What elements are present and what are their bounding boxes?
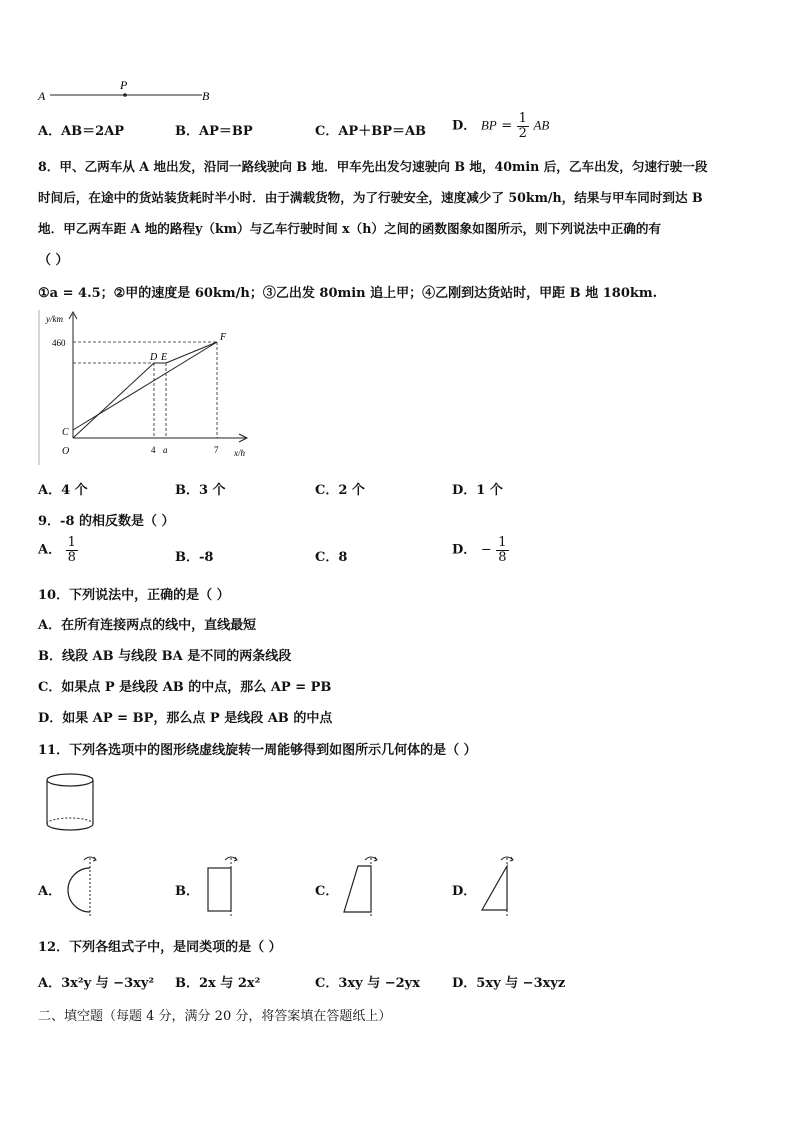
point-f-label: F [220,332,227,343]
x-tick-a: a [163,445,168,455]
q8-stem-line4: （ ） [38,253,69,268]
origin-label: O [62,446,70,457]
q8-stem-line3: 地．甲乙两车距 A 地的路程y（km）与乙车行驶时间 x（h）之间的函数图象如图所示，则下列说法中正确的有 [38,221,662,236]
point-a-label: A [38,89,46,103]
q10-stem: 10．下列说法中，正确的是（ ） [38,588,230,603]
x-axis-label: x/h [234,448,245,458]
q7-option-b[interactable]: B．AP＝BP [175,124,253,139]
q11-option-a-label[interactable]: A． [38,884,62,899]
q8-statements: ①a = 4.5；②甲的速度是 60km/h；③乙出发 80min 追上甲；④乙刚到达货站时，甲距 B 地 180km. [38,286,658,301]
y-tick-460: 460 [52,338,66,348]
q9-a-prefix: A． [38,542,62,558]
q8-stem-line1: 8．甲、乙两车从 A 地出发，沿同一路线驶向 B 地．甲车先出发匀速驶向 B 地，40min 后，乙车出发，匀速行驶一段 [38,159,708,174]
q9-option-d[interactable] [452,536,509,564]
cylinder-figure [42,770,102,836]
y-axis-label: y/km [46,314,63,324]
q7-d-eq: = [501,118,513,134]
q9-a-den: 8 [67,549,76,565]
q11-option-d-label[interactable]: D． [452,884,477,899]
q10-option-c[interactable]: C．如果点 P 是线段 AB 的中点，那么 AP = PB [38,680,332,695]
q9-d-sign: − [480,542,492,558]
q12-option-a[interactable]: A．3x²y 与 −3xy² [38,976,155,991]
q9-d-den: 8 [498,549,507,565]
q9-d-fraction [496,536,508,564]
q9-d-prefix: D． [452,542,477,558]
q8-option-b[interactable]: B．3 个 [175,483,226,498]
q7-option-a[interactable]: A．AB＝2AP [38,124,125,139]
point-d-label: D [150,352,158,363]
q11-option-b-rectangle-figure[interactable] [198,852,242,918]
q9-stem: 9．-8 的相反数是（ ） [38,514,175,529]
q7-d-lhs: BP [480,117,497,133]
q9-a-fraction [66,536,78,564]
q12-option-b[interactable]: B．2x 与 2x² [175,976,261,991]
q8-distance-time-graph [36,310,266,465]
q11-option-c-label[interactable]: C． [315,884,339,899]
q12-option-d[interactable]: D．5xy 与 −3xyz [452,976,566,991]
q12-option-c[interactable]: C．3xy 与 −2yx [315,976,420,991]
q10-option-a[interactable]: A．在所有连接两点的线中，直线最短 [38,618,257,633]
q11-stem: 11．下列各选项中的图形绕虚线旋转一周能够得到如图所示几何体的是（ ） [38,743,477,758]
x-tick-7: 7 [214,445,219,455]
point-p-label: P [120,78,128,92]
q8-option-d[interactable]: D．1 个 [452,483,503,498]
q7-option-d[interactable] [452,112,549,140]
q11-option-a-semicircle-figure[interactable] [58,852,102,918]
q8-stem-line2: 时间后，在途中的货站装货耗时半小时．由于满载货物，为了行驶安全，速度减少了 50km/h，结果与甲车同时到达 B [38,190,703,205]
q7-d-rhs: AB [533,117,550,133]
segment-apb-figure [36,78,226,106]
q9-option-a[interactable] [38,536,78,564]
section-2-heading: 二、填空题（每题 4 分，满分 20 分，将答案填在答题纸上） [38,1009,392,1024]
q11-option-d-triangle-figure[interactable] [474,852,518,918]
q9-option-c[interactable]: C．8 [315,550,348,565]
q7-d-den: 2 [518,125,527,141]
point-b-label: B [202,89,210,103]
q7-d-num: 1 [518,111,527,126]
q11-option-b-label[interactable]: B． [175,884,199,899]
q10-option-b[interactable]: B．线段 AB 与线段 BA 是不同的两条线段 [38,649,292,664]
q7-option-d-prefix: D． [452,118,477,134]
q8-option-a[interactable]: A．4 个 [38,483,88,498]
point-e-label: E [161,352,168,363]
x-tick-4: 4 [151,445,156,455]
q9-a-num: 1 [67,535,76,550]
point-c-label: C [62,427,69,438]
q7-option-c[interactable]: C．AP＋BP＝AB [315,124,427,139]
q9-d-num: 1 [498,535,507,550]
q10-option-d[interactable]: D．如果 AP = BP，那么点 P 是线段 AB 的中点 [38,711,333,726]
q12-stem: 12．下列各组式子中，是同类项的是（ ） [38,940,282,955]
q9-option-b[interactable]: B．-8 [175,550,214,565]
q8-option-c[interactable]: C．2 个 [315,483,365,498]
q11-option-c-trapezoid-figure[interactable] [338,852,382,918]
q7-d-fraction [517,112,529,140]
